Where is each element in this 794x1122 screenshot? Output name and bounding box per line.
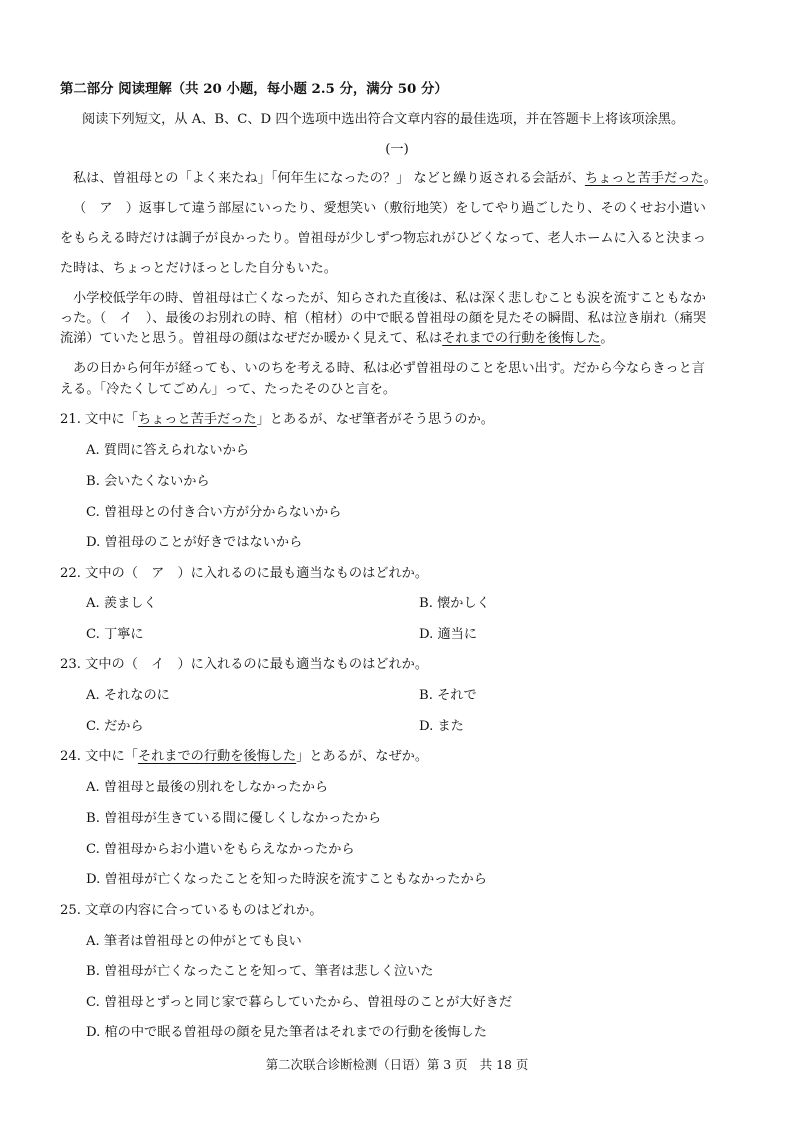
passage-line: をもらえる時だけは調子が良かったり。曽祖母が少しずつ物忘れがひどくなって、老人ホームに入ると決まっ bbox=[60, 231, 706, 246]
option-21-d: D. 曽祖母のことが好きではないから bbox=[86, 535, 303, 550]
passage-line: った。（ イ ）、最後のお別れの時、棺（棺材）の中で眠る曽祖母の顔を見たその瞬間、私は泣き崩れ（痛哭 bbox=[60, 311, 707, 326]
question-23: 23. 文中の（ イ ）に入れるのに最も適当なものはどれか。 bbox=[60, 657, 429, 672]
option-22-d: D. 適当に bbox=[419, 627, 478, 642]
option-23-a: A. それなのに bbox=[86, 688, 170, 703]
passage-number: (一) bbox=[385, 142, 409, 157]
underlined-phrase: ちょっと苦手だった bbox=[584, 171, 704, 186]
passage-line: える。「冷たくしてごめん」って、たったそのひと言を。 bbox=[60, 382, 397, 397]
passage-line: あの日から何年が経っても、いのちを考える時、私は必ず曽祖母のことを思い出す。だから今ならきっと言 bbox=[73, 361, 705, 376]
section-instruction: 阅读下列短文，从 A、B、C、D 四个选项中选出符合文章内容的最佳选项，并在答题卡上将该项涂黑。 bbox=[82, 112, 685, 127]
option-22-b: B. 懐かしく bbox=[419, 596, 490, 611]
option-21-b: B. 会いたくないから bbox=[86, 474, 210, 489]
option-21-a: A. 質問に答えられないから bbox=[86, 443, 249, 458]
passage-line: 小学校低学年の時、曽祖母は亡くなったが、知らされた直後は、私は深く悲しむことも涙を流すこともなか bbox=[73, 291, 706, 306]
option-23-b: B. それで bbox=[419, 688, 477, 703]
option-25-a: A. 筆者は曽祖母との仲がとても良い bbox=[86, 934, 302, 949]
option-24-b: B. 曽祖母が生きている間に優しくしなかったから bbox=[86, 811, 382, 826]
option-24-c: C. 曽祖母からお小遣いをもらえなかったから bbox=[86, 842, 355, 857]
passage-line: た時は、ちょっとだけほっとした自分もいた。 bbox=[60, 261, 337, 276]
question-25: 25. 文章の内容に合っているものはどれか。 bbox=[60, 903, 323, 918]
option-23-d: D. また bbox=[419, 719, 464, 734]
option-22-a: A. 羨ましく bbox=[86, 596, 157, 611]
question-21: 21. 文中に「ちょっと苦手だった」とあるが、なぜ筆者がそう思うのか。 bbox=[60, 412, 494, 427]
option-24-a: A. 曽祖母と最後の別れをしなかったから bbox=[86, 780, 329, 795]
question-24: 24. 文中に「それまでの行動を後悔した」とあるが、なぜか。 bbox=[60, 749, 429, 764]
option-21-c: C. 曽祖母との付き合い方が分からないから bbox=[86, 505, 342, 520]
underlined-phrase: それまでの行動を後悔した bbox=[442, 331, 601, 346]
question-22: 22. 文中の（ ア ）に入れるのに最も適当なものはどれか。 bbox=[60, 566, 429, 581]
passage-line: （ ア ）返事して違う部屋にいったり、愛想笑い（敷衍地笑）をしてやり過ごしたり、そのくせお小遣い bbox=[73, 201, 706, 216]
option-24-d: D. 曽祖母が亡くなったことを知った時涙を流すこともなかったから bbox=[86, 872, 487, 887]
option-23-c: C. だから bbox=[86, 719, 144, 734]
passage-line: 流涕）ていたと思う。曽祖母の顔はなぜだか暖かく見えて、私はそれまでの行動を後悔した。 bbox=[60, 331, 614, 346]
option-25-d: D. 棺の中で眠る曽祖母の顔を見た筆者はそれまでの行動を後悔した bbox=[86, 1025, 487, 1040]
underlined-phrase: それまでの行動を後悔した bbox=[137, 749, 297, 764]
underlined-phrase: ちょっと苦手だった bbox=[137, 412, 257, 427]
option-25-c: C. 曽祖母とずっと同じ家で暮らしていたから、曽祖母のことが大好きだ bbox=[86, 995, 513, 1010]
page-footer: 第二次联合诊断检测（日语）第 3 页 共 18 页 bbox=[265, 1057, 529, 1072]
option-25-b: B. 曽祖母が亡くなったことを知って、筆者は悲しく泣いた bbox=[86, 964, 434, 979]
option-22-c: C. 丁寧に bbox=[86, 627, 144, 642]
passage-line: 私は、曽祖母との「よく来たね」「何年生になったの？」 などと繰り返される会話が、ちょっと苦手だった。 bbox=[73, 171, 717, 186]
section-title: 第二部分 阅读理解（共 20 小题，每小题 2.5 分，满分 50 分） bbox=[60, 81, 448, 97]
